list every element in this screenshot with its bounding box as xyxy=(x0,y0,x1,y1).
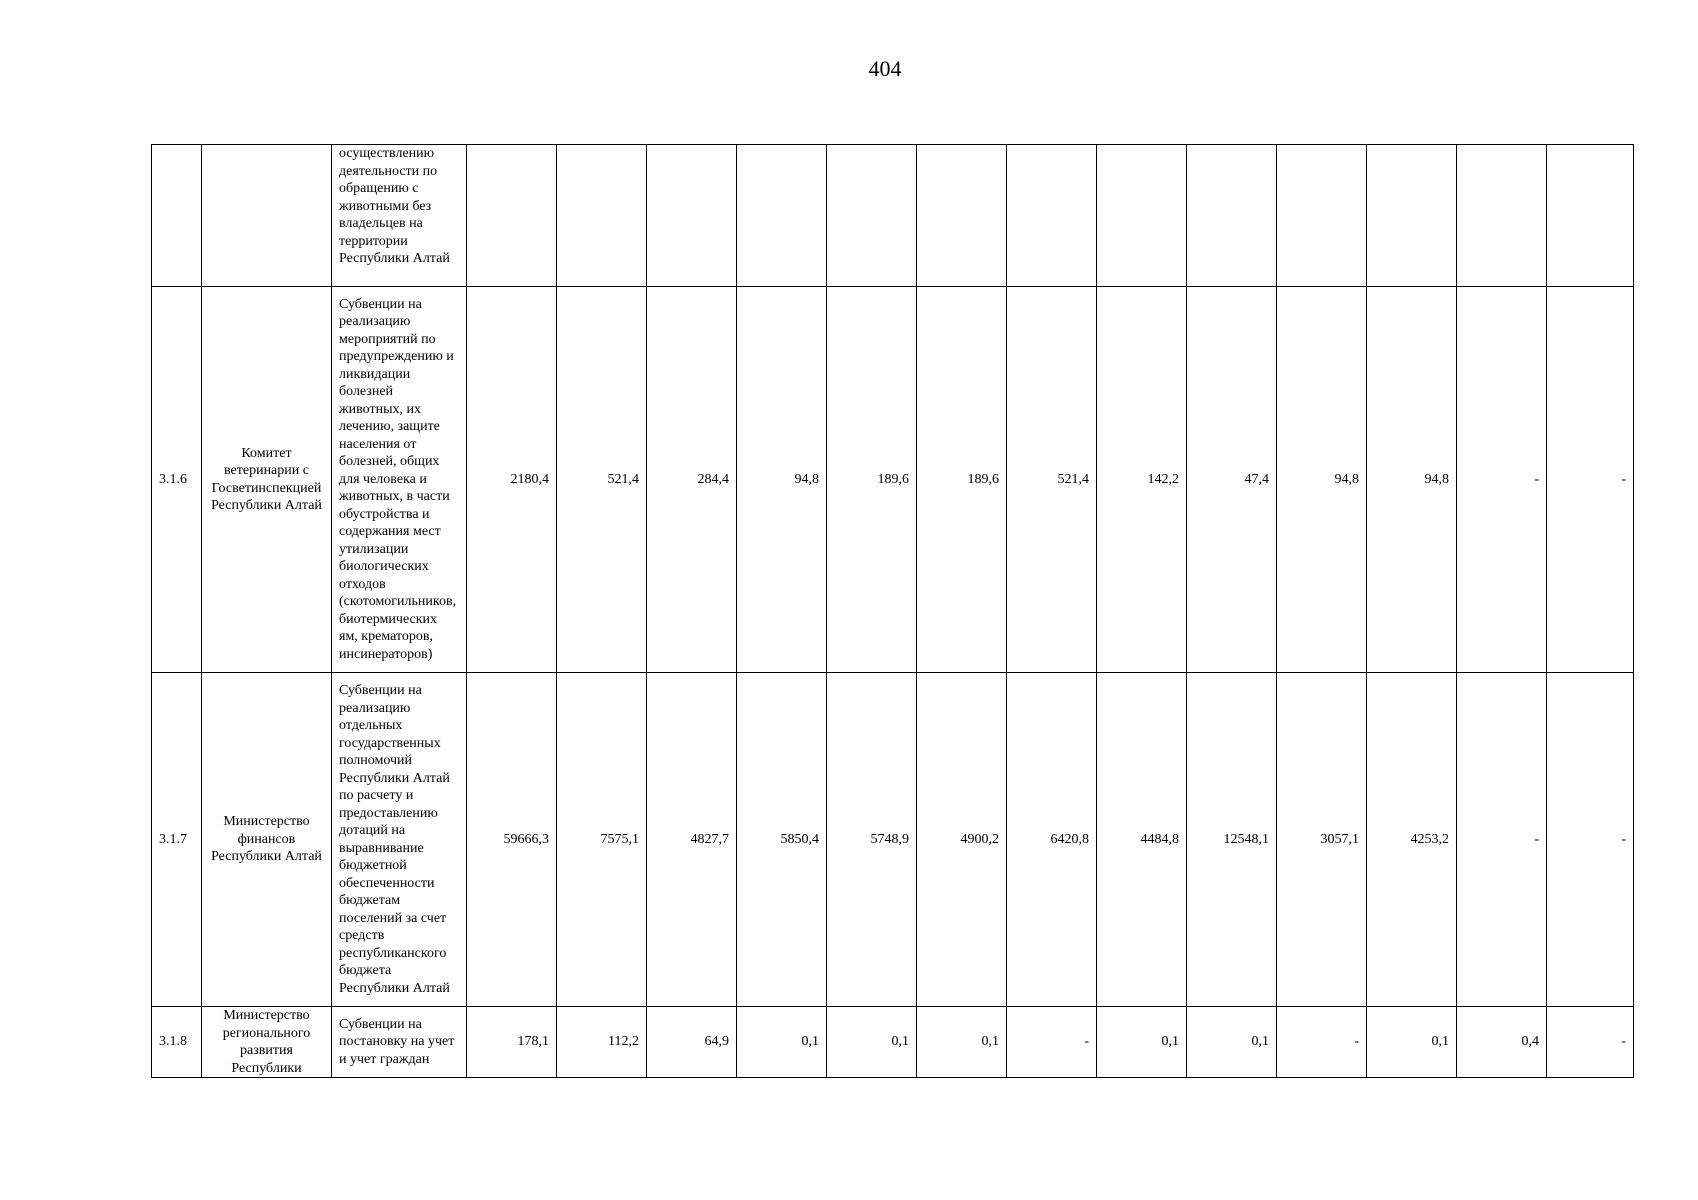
value-cell: 4253,2 xyxy=(1367,673,1457,1007)
value-cell: 521,4 xyxy=(1007,287,1097,673)
description-cell: осуществлению деятельности по обращению с животными без владельцев на территории Республики Алтай xyxy=(332,145,467,287)
value-cell: 3057,1 xyxy=(1277,673,1367,1007)
row-number-cell: 3.1.6 xyxy=(152,287,202,673)
value-cell: 7575,1 xyxy=(557,673,647,1007)
description-cell: Субвенции на реализацию отдельных государственных полномочий Республики Алтай по расчету и предоставлению дотаций на выравнивание бюджетной обеспеченности бюджетам поселений за счет средств республиканского бюджета Республики Алтай xyxy=(332,673,467,1007)
value-cell: - xyxy=(1277,1007,1367,1078)
row-number-cell: 3.1.8 xyxy=(152,1007,202,1078)
value-cell: 521,4 xyxy=(557,287,647,673)
value-cell: 64,9 xyxy=(647,1007,737,1078)
value-cell: 94,8 xyxy=(1277,287,1367,673)
organization-cell: Комитет ветеринарии с Госветинспекцией Республики Алтай xyxy=(202,287,332,673)
value-cell: - xyxy=(1547,1007,1634,1078)
value-cell xyxy=(647,145,737,287)
table-row xyxy=(152,673,1634,1007)
value-cell: - xyxy=(1007,1007,1097,1078)
value-cell: - xyxy=(1457,673,1547,1007)
row-number-cell: 3.1.7 xyxy=(152,673,202,1007)
budget-table xyxy=(151,144,1634,1078)
row-number-cell xyxy=(152,145,202,287)
value-cell: 6420,8 xyxy=(1007,673,1097,1007)
value-cell: 142,2 xyxy=(1097,287,1187,673)
value-cell: 4827,7 xyxy=(647,673,737,1007)
value-cell: 2180,4 xyxy=(467,287,557,673)
value-cell: 5850,4 xyxy=(737,673,827,1007)
value-cell xyxy=(1457,145,1547,287)
value-cell: 47,4 xyxy=(1187,287,1277,673)
value-cell: 0,1 xyxy=(1187,1007,1277,1078)
value-cell: 0,1 xyxy=(737,1007,827,1078)
value-cell xyxy=(1547,145,1634,287)
value-cell: 178,1 xyxy=(467,1007,557,1078)
table-row xyxy=(152,287,1634,673)
value-cell xyxy=(1277,145,1367,287)
description-cell: Субвенции на постановку на учет и учет граждан xyxy=(332,1007,467,1078)
value-cell: 0,4 xyxy=(1457,1007,1547,1078)
value-cell xyxy=(1367,145,1457,287)
value-cell: 94,8 xyxy=(1367,287,1457,673)
table-row xyxy=(152,145,1634,287)
value-cell xyxy=(737,145,827,287)
value-cell: - xyxy=(1547,287,1634,673)
value-cell: 189,6 xyxy=(917,287,1007,673)
value-cell: 189,6 xyxy=(827,287,917,673)
value-cell xyxy=(1187,145,1277,287)
value-cell xyxy=(827,145,917,287)
value-cell: 0,1 xyxy=(1367,1007,1457,1078)
value-cell xyxy=(467,145,557,287)
page-number: 404 xyxy=(868,56,902,81)
value-cell: 0,1 xyxy=(827,1007,917,1078)
value-cell: - xyxy=(1547,673,1634,1007)
value-cell xyxy=(917,145,1007,287)
organization-cell: Министерство финансов Республики Алтай xyxy=(202,673,332,1007)
organization-cell: Министерство регионального развития Республики xyxy=(202,1007,332,1078)
value-cell xyxy=(557,145,647,287)
value-cell: 12548,1 xyxy=(1187,673,1277,1007)
organization-cell xyxy=(202,145,332,287)
value-cell: - xyxy=(1457,287,1547,673)
value-cell xyxy=(1007,145,1097,287)
value-cell: 94,8 xyxy=(737,287,827,673)
value-cell: 4900,2 xyxy=(917,673,1007,1007)
value-cell: 0,1 xyxy=(917,1007,1007,1078)
description-cell: Субвенции на реализацию мероприятий по предупреждению и ликвидации болезней животных, их лечению, защите населения от болезней, общих для человека и животных, в части обустройства и содержания мест утилизации биологических отходов (скотомогильников, биотермических ям, крематоров, инсинераторов) xyxy=(332,287,467,673)
value-cell: 59666,3 xyxy=(467,673,557,1007)
table-row xyxy=(152,1007,1634,1078)
value-cell xyxy=(1097,145,1187,287)
value-cell: 112,2 xyxy=(557,1007,647,1078)
value-cell: 284,4 xyxy=(647,287,737,673)
value-cell: 5748,9 xyxy=(827,673,917,1007)
value-cell: 4484,8 xyxy=(1097,673,1187,1007)
value-cell: 0,1 xyxy=(1097,1007,1187,1078)
